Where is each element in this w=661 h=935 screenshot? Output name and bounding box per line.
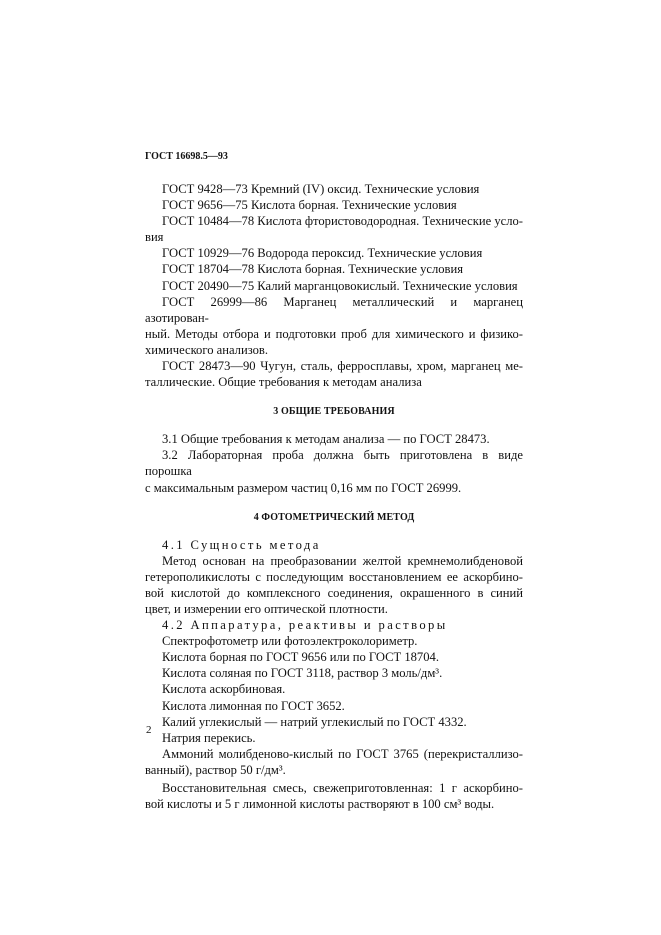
reference-line: ГОСТ 10484—78 Кислота фтористоводородная. Технические усло- [162, 214, 523, 229]
reducing-mixture-line-2: вой кислоты и 5 г лимонной кислоты растворяют в 100 см³ воды. [145, 797, 495, 812]
subsection-4-1-line: вой кислотой до комплексного соединения, окрашенного в синий [145, 585, 523, 600]
section-3-paragraph-1: 3.1 Общие требования к методам анализа — по ГОСТ 28473. [162, 432, 490, 447]
document-header: ГОСТ 16698.5—93 [145, 151, 228, 162]
ammonium-molybdate-line-1: Аммоний молибденово-кислый по ГОСТ 3765 (перекристаллизо- [162, 746, 523, 761]
reference-line: ГОСТ 9428—73 Кремний (IV) оксид. Технические условия [162, 182, 480, 196]
section-3-paragraph-2-line-1: 3.2 Лабораторная проба должна быть приготовлена в виде порошка [145, 448, 523, 479]
subsection-4-1-line: цвет, и измерении его оптической плотности. [145, 601, 388, 616]
reference-item [145, 245, 523, 261]
subsection-4-1-line: Метод основан на преобразовании желтой кремнемолибденовой [162, 553, 523, 568]
equipment-item: Кислота борная по ГОСТ 9656 или по ГОСТ 18704. [162, 650, 439, 665]
equipment-item: Спектрофотометр или фотоэлектроколориметр. [162, 634, 418, 649]
equipment-item: Кислота соляная по ГОСТ 3118, раствор 3 моль/дм³. [162, 666, 443, 681]
reference-line: ГОСТ 26999—86 Марганец металлический и марганец азотирован- [145, 294, 523, 325]
reducing-mixture-line-1: Восстановительная смесь, свежеприготовленная: 1 г аскорбино- [162, 781, 523, 795]
reference-line: вия [145, 230, 164, 245]
reference-item [145, 197, 523, 213]
subsection-4-1-line: гетерополикислоты с последующим восстановлением ее аскорбино- [145, 569, 523, 584]
reference-line: ГОСТ 10929—76 Водорода пероксид. Технические условия [162, 246, 483, 261]
section-3-paragraph-2-line-2: с максимальным размером частиц 0,16 мм по ГОСТ 26999. [145, 480, 462, 495]
reference-line: ГОСТ 20490—75 Калий марганцовокислый. Технические условия [162, 278, 518, 293]
ammonium-molybdate-line-2: ванный), раствор 50 г/дм³. [145, 762, 286, 777]
reference-item [145, 358, 523, 390]
reference-item [145, 294, 523, 358]
reference-line: ГОСТ 18704—78 Кислота борная. Технические условия [162, 262, 464, 277]
equipment-item: Кислота лимонная по ГОСТ 3652. [162, 698, 345, 713]
page-content [145, 150, 523, 812]
reference-line: химического анализов. [145, 342, 268, 357]
section-3-title: 3 ОБЩИЕ ТРЕБОВАНИЯ [273, 406, 395, 418]
reference-line: таллические. Общие требования к методам анализа [145, 375, 422, 390]
subsection-4-1-heading: 4.1 Сущность метода [162, 537, 321, 552]
equipment-item: Калий углекислый — натрий углекислый по ГОСТ 4332. [162, 714, 467, 729]
references-list [145, 181, 523, 390]
page-number: 2 [146, 724, 152, 736]
subsection-4-2-heading: 4.2 Аппаратура, реактивы и растворы [162, 618, 448, 633]
reference-line: ный. Методы отбора и подготовки проб для химического и физико- [145, 326, 523, 341]
reference-line: ГОСТ 28473—90 Чугун, сталь, ферросплавы, хром, марганец ме- [162, 359, 523, 374]
reference-item [145, 261, 523, 277]
reference-item [145, 278, 523, 294]
reference-line: ГОСТ 9656—75 Кислота борная. Технические условия [162, 198, 457, 213]
equipment-item: Натрия перекись. [162, 730, 256, 745]
reference-item [145, 213, 523, 245]
equipment-item: Кислота аскорбиновая. [162, 682, 286, 697]
section-4-title: 4 ФОТОМЕТРИЧЕСКИЙ МЕТОД [253, 511, 415, 523]
reference-item [145, 181, 523, 197]
